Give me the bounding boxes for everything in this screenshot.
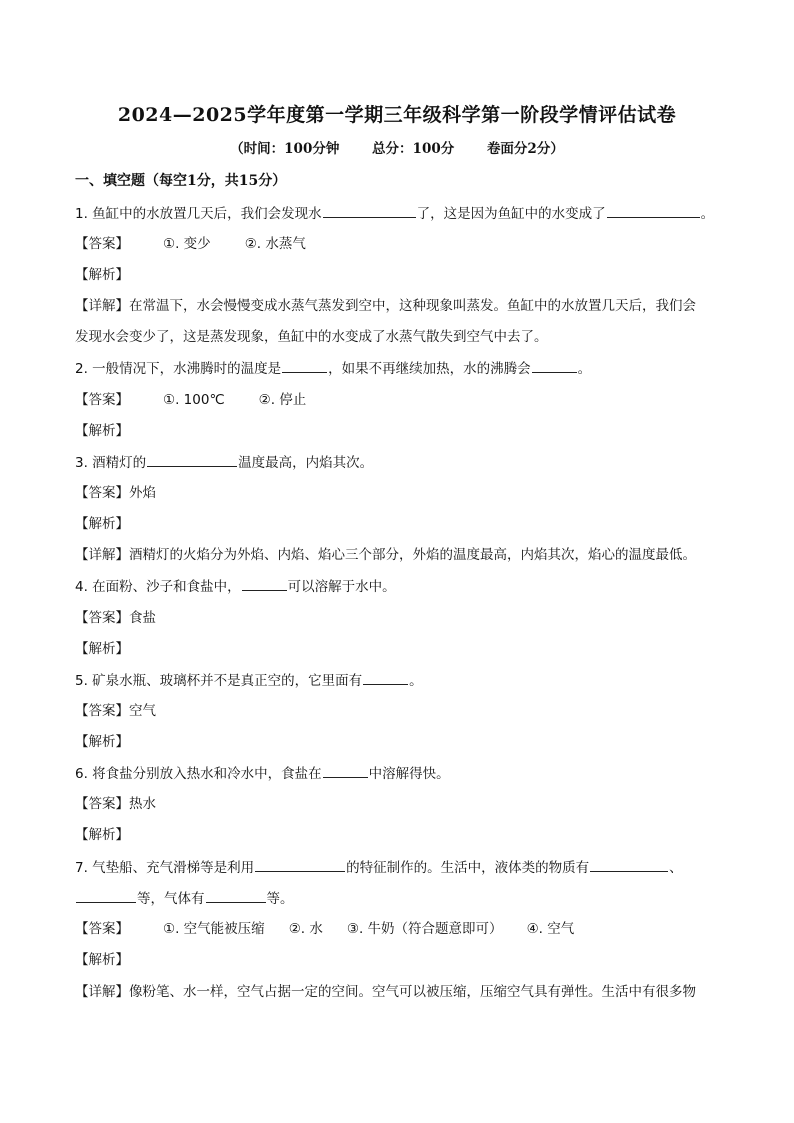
question-text: 的特征制作的。生活中，液体类的物质有 [346,860,590,876]
answer-3 [75,483,156,503]
answer-5 [75,701,156,721]
answer-label: 【答案】 [75,921,129,937]
answer-blank [532,358,577,373]
answer-blank [323,763,368,778]
detail-1-continued: 发现水会变少了，这是蒸发现象，鱼缸中的水变成了水蒸气散失到空气中去了。 [75,329,548,345]
detail-7 [75,982,696,1002]
answer-option: ①. 变少 [163,236,211,252]
question-text: 。 [577,361,592,377]
question-text: 2. 一般情况下，水沸腾时的温度是 [75,361,282,377]
answer-blank [242,576,287,591]
question-5 [75,670,423,691]
question-text: 、 [669,860,683,876]
answer-2 [75,390,306,410]
question-text: 5. 矿泉水瓶、玻璃杯并不是真正空的，它里面有 [75,673,363,689]
answer-label: 【答案】 [75,610,129,626]
answer-label: 【答案】 [75,796,129,812]
answer-option: ①. 空气能被压缩 [163,921,265,937]
answer-text: 食盐 [129,610,156,626]
question-text: 了，这是因为鱼缸中的水变成了 [416,206,606,222]
section-heading: 一、填空题（每空1分，共15分） [75,173,287,189]
answer-blank [206,888,266,903]
detail-1 [75,296,696,316]
answer-text: 外焰 [129,485,156,501]
answer-blank [590,857,668,872]
detail-text: 像粉笔、水一样，空气占据一定的空间。空气可以被压缩，压缩空气具有弹性。生活中有很多物 [129,984,696,1000]
question-text: 7. 气垫船、充气滑梯等是利用 [75,860,255,876]
answer-4 [75,608,156,628]
question-text: 4. 在面粉、沙子和食盐中， [75,579,241,595]
answer-option: ②. 水蒸气 [244,236,306,252]
answer-blank [147,452,237,467]
answer-blank [363,670,408,685]
analysis-7: 【解析】 [75,952,129,968]
page-title: 2024—2025学年度第一学期三年级科学第一阶段学情评估试卷 [117,104,677,126]
answer-text: 空气 [129,703,156,719]
question-text: 中溶解得快。 [368,766,450,782]
question-text: 温度最高，内焰其次。 [238,455,374,471]
question-6 [75,763,450,784]
answer-label: 【答案】 [75,236,129,252]
analysis-4: 【解析】 [75,641,129,657]
answer-option: ①. 100℃ [163,392,225,408]
answer-blank [282,358,327,373]
question-2 [75,358,591,379]
answer-1 [75,234,306,254]
question-text: 。 [700,206,715,222]
detail-label: 【详解】 [75,298,129,314]
question-3 [75,452,373,473]
detail-text: 在常温下，水会慢慢变成水蒸气蒸发到空中，这种现象叫蒸发。鱼缸中的水放置几天后，我们会 [129,298,696,314]
detail-label: 【详解】 [75,984,129,1000]
analysis-5: 【解析】 [75,734,129,750]
answer-option: ④. 空气 [526,921,575,937]
analysis-6: 【解析】 [75,827,129,843]
question-text: 可以溶解于水中。 [287,579,396,595]
answer-blank [76,888,136,903]
answer-text: 热水 [129,796,156,812]
neatness-score-info: 卷面分2分） [486,141,564,157]
answer-label: 【答案】 [75,392,129,408]
analysis-1: 【解析】 [75,267,129,283]
answer-option: ②. 水 [288,921,323,937]
answer-blank [607,203,700,218]
detail-text: 酒精灯的火焰分为外焰、内焰、焰心三个部分，外焰的温度最高，内焰其次，焰心的温度最低。 [129,547,696,563]
question-7-continued [75,888,294,909]
answer-option: ③. 牛奶（符合题意即可） [346,921,503,937]
question-text: 等，气体有 [137,891,205,907]
answer-blank [323,203,416,218]
analysis-3: 【解析】 [75,516,129,532]
exam-info [0,137,794,157]
answer-label: 【答案】 [75,703,129,719]
answer-label: 【答案】 [75,485,129,501]
detail-3 [75,545,696,565]
question-text: ，如果不再继续加热，水的沸腾会 [328,361,531,377]
question-7 [75,857,683,878]
question-4 [75,576,396,597]
analysis-2: 【解析】 [75,423,129,439]
answer-blank [255,857,345,872]
total-score-info: 总分：100分 [372,141,455,157]
question-text: 3. 酒精灯的 [75,455,147,471]
question-1 [75,203,714,224]
answer-7 [75,919,574,939]
time-info: （时间：100分钟 [230,141,340,157]
question-text: 1. 鱼缸中的水放置几天后，我们会发现水 [75,206,322,222]
question-text: 等。 [266,891,294,907]
detail-label: 【详解】 [75,547,129,563]
question-text: 6. 将食盐分别放入热水和冷水中，食盐在 [75,766,322,782]
question-text: 。 [409,673,423,689]
answer-option: ②. 停止 [258,392,307,408]
answer-6 [75,794,156,814]
